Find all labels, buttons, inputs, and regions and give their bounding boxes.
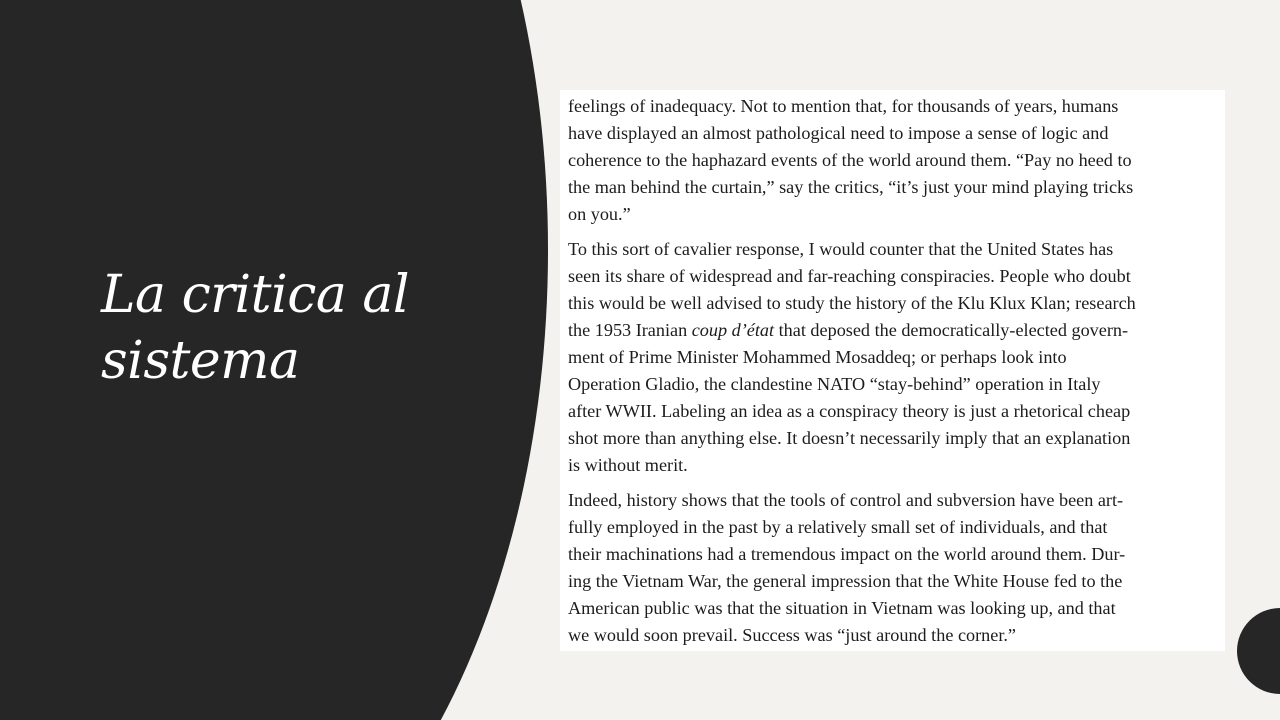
book-excerpt-image xyxy=(560,90,1225,651)
excerpt-paragraph-2 xyxy=(568,236,1219,479)
title-line-1: La critica al xyxy=(101,265,409,325)
text-segment: that deposed the democratically-elected govern- xyxy=(774,320,1129,340)
text-line: is without merit. xyxy=(568,455,688,475)
text-line: fully employed in the past by a relatively small set of individuals, and that xyxy=(568,517,1108,537)
text-line: Operation Gladio, the clandestine NATO “stay-behind” operation in Italy xyxy=(568,374,1101,394)
text-line: To this sort of cavalier response, I would counter that the United States has xyxy=(568,239,1114,259)
text-line xyxy=(568,317,1219,344)
italic-phrase: coup d’état xyxy=(691,320,775,340)
text-line: seen its share of widespread and far-reaching conspiracies. People who doubt xyxy=(568,266,1131,286)
text-line: ment of Prime Minister Mohammed Mosaddeq; or perhaps look into xyxy=(568,347,1067,367)
text-line: ing the Vietnam War, the general impression that the White House fed to the xyxy=(568,571,1123,591)
excerpt-paragraph-3 xyxy=(568,487,1219,649)
text-line: feelings of inadequacy. Not to mention that, for thousands of years, humans xyxy=(568,96,1119,116)
corner-circle-shape xyxy=(1237,608,1280,694)
text-line: this would be well advised to study the history of the Klu Klux Klan; research xyxy=(568,293,1136,313)
text-segment: the 1953 Iranian xyxy=(568,320,692,340)
text-line: their machinations had a tremendous impact on the world around them. Dur- xyxy=(568,544,1126,564)
text-line: on you.” xyxy=(568,204,631,224)
text-line: the man behind the curtain,” say the critics, “it’s just your mind playing tricks xyxy=(568,177,1134,197)
text-line: we would soon prevail. Success was “just around the corner.” xyxy=(568,625,1016,645)
text-line: shot more than anything else. It doesn’t necessarily imply that an explanation xyxy=(568,428,1131,448)
title-line-2: sistema xyxy=(101,331,300,391)
text-line: coherence to the haphazard events of the world around them. “Pay no heed to xyxy=(568,150,1132,170)
excerpt-paragraph-1 xyxy=(568,93,1219,228)
text-line: American public was that the situation in Vietnam was looking up, and that xyxy=(568,598,1116,618)
text-line: have displayed an almost pathological need to impose a sense of logic and xyxy=(568,123,1109,143)
text-line: Indeed, history shows that the tools of control and subversion have been art- xyxy=(568,490,1124,510)
slide-title xyxy=(101,262,521,394)
text-line: after WWII. Labeling an idea as a conspiracy theory is just a rhetorical cheap xyxy=(568,401,1131,421)
